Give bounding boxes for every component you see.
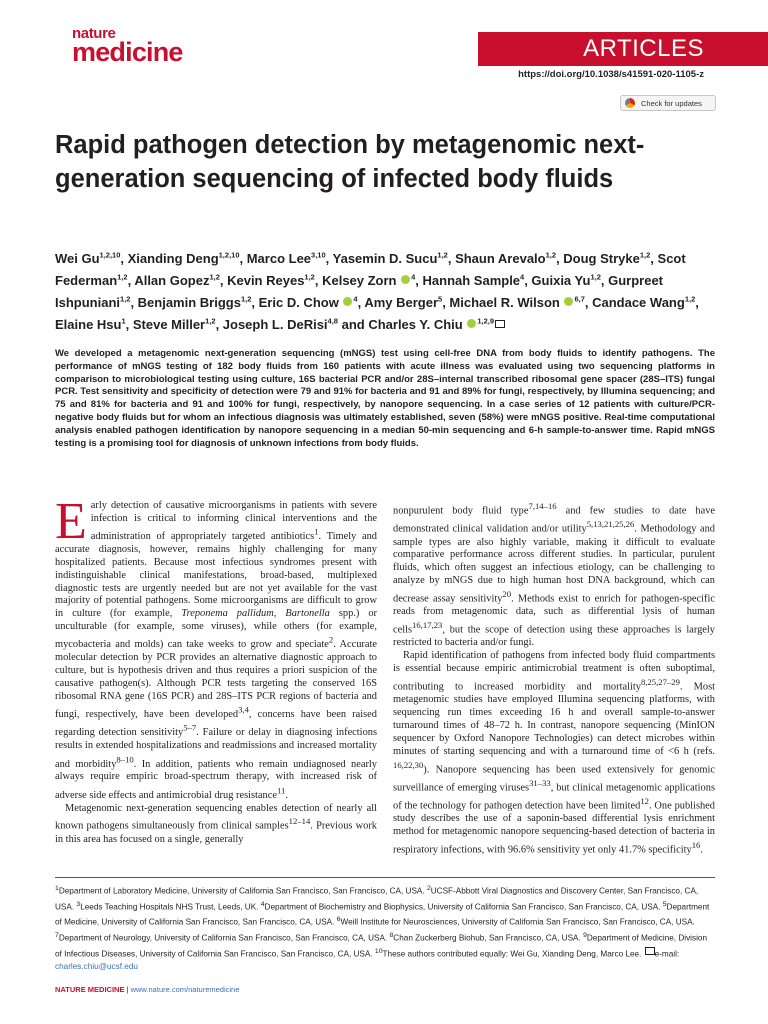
crossmark-icon: [625, 98, 635, 108]
footer-separator: |: [126, 985, 129, 994]
body-paragraph: Metagenomic next-generation sequencing enables detection of nearly all known pathogens simultaneously from clinical samples$^{12-14}$. Previous work in this area has focused on a single, generally: [55, 802, 377, 845]
body-paragraph: Rapid identification of pathogens from infected body fluid compartments is essential because empiric antimicrobial treatment is often suboptimal, contributing to increased morbidity and mortality$^{8,25,27-29}$. Most metagenomic studies have employed Illumina sequencing platforms, with sequencing run times exceeding 16 h and overall sample-to-answer turnaround times of 48–72 h. In contrast, nanopore sequencing (MinION sequencer by Oxford Nanopore Technologies) can detect microbes within minutes of starting sequencing and with a turnaround time of <6 h (refs. $^{16,22,30}$). Nanopore sequencing has been used extensively for genomic surveillance of emerging viruses$^{31-33}$, but clinical metagenomic applications of the technology for pathogen detection have been limited$^{12}$. One published study describes the use of a saponin-based differential lysis enrichment method for metagenomic nanopore sequencing-based detection of bacteria in respiratory infections, with 96.6% sensitivity yet only 41.7% specificity$^{16}$.: [393, 650, 716, 856]
article-title: Rapid pathogen detection by metagenomic next-generation sequencing of infected body fluids: [55, 131, 645, 193]
mail-icon: [645, 947, 655, 955]
section-banner: [478, 32, 768, 66]
body-paragraph: nonpurulent body fluid type$^{7,14-16}$ and few studies to date have demonstrated clinical validation and/or utility$^{5,13,21,25,26}$. Methodology and sample types are also highly variable, making it difficult to evaluate comparative performance across different studies. In particular, purulent fluids, which often suggest an infectious etiology, can be challenging to analyze by mNGS due to high human host DNA background, which can decrease assay sensitivity$^{20}$. Methods exist to enrich for pathogen-specific reads from metagenomic data, such as differential lysis of human cells$^{16,17,23}$, but the scope of detection using these approaches is largely restricted to bacteria and/or fungi.: [393, 501, 715, 649]
body-column-left: [55, 493, 378, 847]
orcid-icon[interactable]: [401, 275, 410, 284]
check-for-updates-label: Check for updates: [641, 98, 702, 108]
footnote-divider: [55, 877, 715, 878]
doi-link[interactable]: https://doi.org/10.1038/s41591-020-1105-z: [518, 69, 704, 80]
page-footer: [55, 985, 239, 994]
orcid-icon[interactable]: [467, 319, 476, 328]
author-list: Wei Gu$^{1,2,10}$, Xianding Deng$^{1,2,10}$, Marco Lee$^{3,10}$, Yasemin D. Sucu$^{1,2}$, Shaun Arevalo$^{1,2}$, Doug Stryke$^{1,2}$, Scot Federman$^{1,2}$, Allan Gopez$^{1,2}$, Kevin Reyes$^{1,2}$, Kelsey Zorn $^4$, Hannah Sample$^4$, Guixia Yu$^{1,2}$, Gurpreet Ishpuniani$^{1,2}$, Benjamin Briggs$^{1,2}$, Eric D. Chow $^4$, Amy Berger$^5$, Michael R. Wilson $^{6,7}$, Candace Wang$^{1,2}$, Elaine Hsu$^1$, Steve Miller$^{1,2}$, Joseph L. DeRisi$^{4,8}$ and Charles Y. Chiu $^{1,2,9}$: [55, 250, 699, 332]
mail-icon[interactable]: [495, 320, 505, 328]
body-column-right: [393, 500, 715, 857]
journal-logo[interactable]: [72, 26, 183, 66]
section-label: ARTICLES: [583, 35, 704, 62]
check-for-updates-button[interactable]: [620, 95, 716, 111]
orcid-icon[interactable]: [343, 297, 352, 306]
logo-line-1: nature: [72, 25, 116, 42]
footer-journal: NATURE MEDICINE: [55, 985, 125, 994]
email-link[interactable]: charles.chiu@ucsf.edu: [55, 962, 138, 972]
affiliations: $^1$Department of Laboratory Medicine, University of California San Francisco, San Francisco, CA, USA. $^2$UCSF-Abbott Viral Diagnostics and Discovery Center, San Francisco, CA, USA. $^3$Leeds Teaching Hospitals NHS Trust, Leeds, UK. $^4$Department of Biochemistry and Biophysics, University of California San Francisco, San Francisco, CA, USA. $^5$Department of Medicine, University of California San Francisco, San Francisco, CA, USA. $^6$Weill Institute for Neurosciences, University of California San Francisco, San Francisco, CA, USA. $^7$Department of Neurology, University of California San Francisco, San Francisco, CA, USA. $^8$Chan Zuckerberg Biohub, San Francisco, CA, USA. $^9$Department of Medicine, Division of Infectious Diseases, University of California San Francisco, San Francisco, CA, USA. $^{10}$These authors contributed equally: Wei Gu, Xianding Deng, Marco Lee. e-mail: charles.chiu@ucsf.edu: [55, 885, 710, 972]
body-paragraph-text: arly detection of causative microorganisms in patients with severe infection is critical to informing clinical interventions and the administration of appropriately targeted antibiotics$^1$. Timely and accurate diagnosis, however, remains highly challenging for many hospitalized patients. Because most infectious syndromes present with indistinguishable clinical manifestations, broad-based, multiplexed diagnostic tests are urgently needed but are not yet available for the vast majority of potential pathogens. Some microorganisms are difficult to grow in culture (for example, Treponema pallidum, Bartonella spp.) or unculturable (for example, some viruses), while others (for example, mycobacteria and molds) can take weeks to grow and speciate$^2$. Accurate molecular detection by PCR provides an alternative diagnostic approach to culture, but is hypothesis driven and thus requires a priori suspicion of the causative pathogen(s). Although PCR tests targeting the conserved 16S ribosomal RNA gene (16S PCR) and 28S–ITS PCR regions of bacteria and fungi, respectively, have been developed$^{3,4}$, concerns have been raised regarding detection sensitivity$^{5-7}$. Failure or delay in diagnosing infections results in extended hospitalizations and readmissions and increased mortality and morbidity$^{8-10}$. In addition, patients who remain undiagnosed nearly always require empiric broad-spectrum therapy, with increased risk of adverse side effects and antimicrobial drug resistance$^{11}$.: [55, 500, 378, 801]
orcid-icon[interactable]: [564, 297, 573, 306]
abstract: We developed a metagenomic next-generation sequencing (mNGS) test using cell-free DNA from body fluids to identify pathogens. The performance of mNGS testing of 182 body fluids from 160 patients with acute illness was evaluated using two sequencing platforms in comparison to microbiological testing using culture, 16S bacterial PCR and/or 28S–internal transcribed ribosomal gene spacer (28S–ITS) fungal PCR. Test sensitivity and specificity of detection were 79 and 91% for bacteria and 91 and 89% for fungi, respectively, by Illumina sequencing; and 75 and 81% for bacteria and 91 and 100% for fungi, respectively, by nanopore sequencing. In a case series of 12 patients with culture/PCR-negative body fluids but for whom an infectious diagnosis was ultimately established, seven (58%) were mNGS positive. Real-time computational analysis enabled pathogen identification by nanopore sequencing in a median 50-min sequencing and 6-h sample-to-answer time. Rapid mNGS testing is a promising tool for diagnosis of unknown infections from body fluids.: [55, 348, 715, 449]
footer-url[interactable]: www.nature.com/naturemedicine: [130, 985, 240, 994]
drop-cap: E: [55, 493, 87, 550]
logo-line-2: medicine: [72, 37, 183, 67]
body-paragraph: [55, 493, 378, 803]
